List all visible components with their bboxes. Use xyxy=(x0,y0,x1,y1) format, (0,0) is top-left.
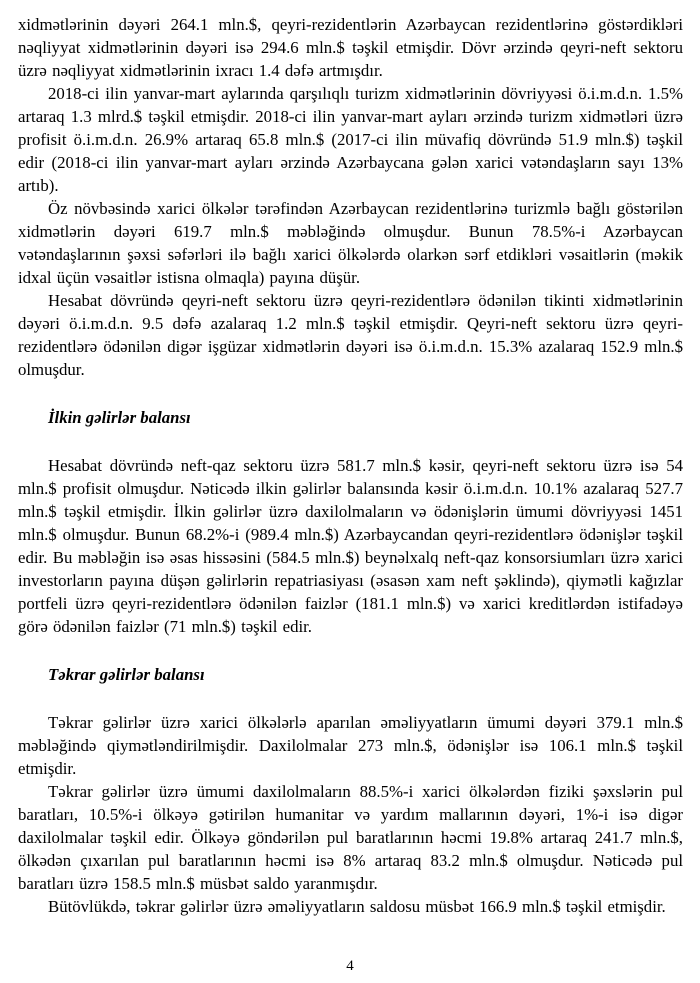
paragraph-primary-income: Hesabat dövründə neft-qaz sektoru üzrə 581.7 mln.$ kəsir, qeyri-neft sektoru üzrə isə 54 mln.$ profisit olmuşdur. Nəticədə ilkin gəlirlər balansında kəsir ö.i.m.d.n. 10.1% azalaraq 527.7 mln.$ təşkil etmişdir. İlkin gəlirlər üzrə daxilolmaların və ödənişlərin ümumi dövriyyəsi 1451 mln.$ olmuşdur. Bunun 68.2%-i (989.4 mln.$) Azərbaycandan qeyri-rezidentlərə ödənişlər təşkil edir. Bu məbləğin isə əsas hissəsini (584.5 mln.$) beynəlxalq neft-qaz konsorsiumları üzrə xarici investorların payına düşən gəlirlərin repatriasiyası (əsasən xam neft şəklində), qiymətli kağızlar portfeli üzrə qeyri-rezidentlərə ödənilən faizlər (181.1 mln.$) və xarici kreditlərdən istifadəyə görə ödənilən faizlər (71 mln.$) təşkil edir. xyxy=(18,456,683,636)
paragraph-tourism-residents: Öz növbəsində xarici ölkələr tərəfindən Azərbaycan rezidentlərinə turizmlə bağlı göstərilən xidmətlərin dəyəri 619.7 mln.$ məbləğində olmuşdur. Bunun 78.5%-i Azərbaycan vətəndaşlarının şəxsi səfərləri ilə bağlı xarici ölkələrdə olarkən sərf etdikləri vəsaitlərin (məkik idxal üçün vəsaitlər istisna olmaqla) payına düşür. xyxy=(18,199,683,287)
paragraph-remittances: Təkrar gəlirlər üzrə ümumi daxilolmaların 88.5%-i xarici ölkələrdən fiziki şəxslərin pul baratları, 10.5%-i ölkəyə gətirilən humanitar və yardım mallarının dəyəri, 1%-i isə digər daxilolmalar təşkil edir. Ölkəyə göndərilən pul baratlarının həcmi 19.8% artaraq 241.7 mln.$, ölkədən çıxarılan pul baratlarının həcmi isə 8% artaraq 83.2 mln.$ olmuşdur. Nəticədə pul baratları üzrə 158.5 mln.$ müsbət saldo yaranmışdır. xyxy=(18,782,683,893)
paragraph-secondary-income-total: Təkrar gəlirlər üzrə xarici ölkələrlə aparılan əməliyyatların ümumi dəyəri 379.1 mln.$ məbləğində qiymətləndirilmişdir. Daxilolmalar 273 mln.$, ödənişlər isə 106.1 mln.$ təşkil etmişdir. xyxy=(18,713,683,778)
paragraph-construction-services: Hesabat dövründə qeyri-neft sektoru üzrə qeyri-rezidentlərə ödənilən tikinti xidmətlərinin dəyəri ö.i.m.d.n. 9.5 dəfə azalaraq 1.2 mln.$ təşkil etmişdir. Qeyri-neft sektoru üzrə qeyri-rezidentlərə ödənilən digər işgüzar xidmətlərin dəyəri isə ö.i.m.d.n. 15.3% azalaraq 152.9 mln.$ olmuşdur. xyxy=(18,291,683,379)
page-number: 4 xyxy=(346,958,354,974)
paragraph-secondary-income-balance: Bütövlükdə, təkrar gəlirlər üzrə əməliyyatların saldosu müsbət 166.9 mln.$ təşkil etmişdir. xyxy=(48,897,666,916)
section-heading-primary-income: İlkin gəlirlər balansı xyxy=(48,408,191,427)
paragraph-tourism-turnover: 2018-ci ilin yanvar-mart aylarında qarşılıqlı turizm xidmətlərinin dövriyyəsi ö.i.m.d.n. 1.5% artaraq 1.3 mlrd.$ təşkil etmişdir. 2018-ci ilin yanvar-mart ayları ərzində turizm xidmətləri üzrə profisit ö.i.m.d.n. 26.9% artaraq 65.8 mln.$ (2017-ci ilin müvafiq dövründə 51.9 mln.$) təşkil edir (2018-ci ilin yanvar-mart ayları ərzində Azərbaycana gələn xarici vətəndaşların sayı 13% artıb). xyxy=(18,84,683,195)
section-heading-secondary-income: Təkrar gəlirlər balansı xyxy=(48,665,205,684)
paragraph-transport-services: xidmətlərinin dəyəri 264.1 mln.$, qeyri-rezidentlərin Azərbaycan rezidentlərinə göstərdikləri nəqliyyat xidmətlərinin dəyəri isə 294.6 mln.$ təşkil etmişdir. Dövr ərzində qeyri-neft sektoru üzrə nəqliyyat xidmətlərinin ixracı 1.4 dəfə artmışdır. xyxy=(18,15,683,80)
